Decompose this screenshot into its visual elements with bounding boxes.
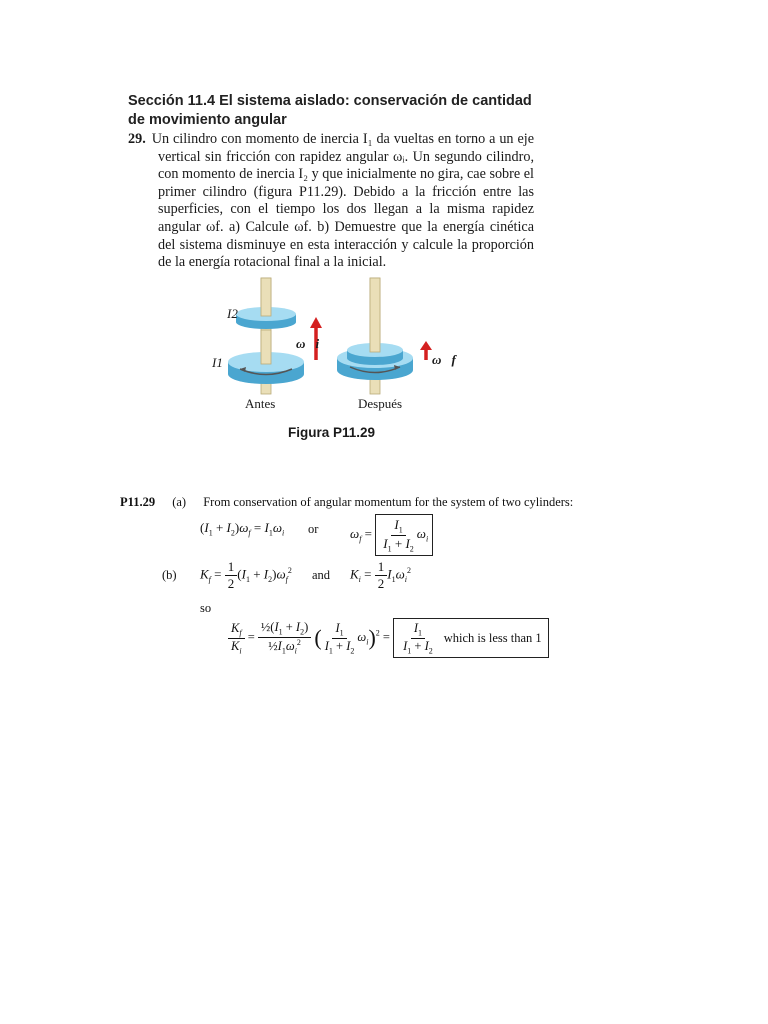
label-i1: I1: [212, 355, 223, 370]
answer-box-b: $\frac{I_1}{I_1 + I_2}$ which is less than 1: [393, 618, 549, 658]
eq-ratio: $\frac{K_f}{K_i}$ = $\frac{\frac{1}{2}(I_1 + I_2)}{\frac{1}{2}I_1\omega_i^2}$ ( $\frac{I_1}{I_1 + I_2}$ $\omega_i)^2$ = $\frac{I_1}{I_1 + I_2}$ which is less than 1: [228, 618, 549, 658]
cylinders-diagram: [200, 270, 460, 420]
part-b-label: (b): [162, 568, 177, 582]
problem-text: Un cilindro con momento de inercia I₁ da vueltas en torno a un eje vertical sin fricción con rapidez angular ωᵢ. Un segundo cilindro, con momento de inercia I₂ y que inicialmente no gira, cae sobre el primer cilindro (figura P11.29). Debido a la fricción entre las superficies, con el tiempo los dos llegan a la misma rapidez angular ωf. a) Calcule ωf. b) Demuestre que la energía cinética del sistema disminuye en esta interacción y calcule la proporción de la energía rotacional final a la inicial.: [151, 131, 534, 271]
eq-ki: $K_i$ = $\frac{1}{2}$ $I_1\omega_i^2$: [350, 559, 412, 591]
answer-box-a: $\frac{I_1}{I_1 + I_2}$ $\omega_i$: [375, 514, 433, 556]
conclusion-text: which is less than 1: [443, 630, 542, 645]
solution-header: [120, 495, 573, 510]
label-omega-i: ω⃗i: [296, 336, 320, 351]
part-a-label: (a): [172, 495, 187, 509]
eq-kf: $K_f$ = $\frac{1}{2}$ $(I_1 + I_2)\omega_f^2$: [200, 559, 292, 591]
solution-id: P11.29: [120, 495, 156, 509]
label-omega-f: ω⃗f: [432, 352, 456, 367]
eq-conservation: $(I_1 + I_2)\omega_f = I_1\omega_i$: [200, 520, 285, 538]
problem-statement: [128, 131, 534, 272]
and-text: and: [312, 568, 331, 582]
label-i2: I2: [227, 306, 238, 321]
figure-caption: Figura P11.29: [288, 425, 376, 440]
or-text: or: [308, 522, 319, 536]
label-before: Antes: [245, 396, 276, 411]
label-after: Después: [358, 396, 403, 411]
problem-number: 29.: [128, 131, 146, 147]
figure-cylinders: [200, 270, 460, 420]
eq-omega-f: $\omega_f$ = $\frac{I_1}{I_1 + I_2}$ $\omega_i$: [350, 514, 433, 556]
solution-intro: From conservation of angular momentum for the system of two cylinders:: [203, 495, 574, 509]
section-title: Sección 11.4 El sistema aislado: conservación de cantidad de movimiento angular: [128, 93, 532, 128]
so-text: so: [200, 601, 212, 615]
